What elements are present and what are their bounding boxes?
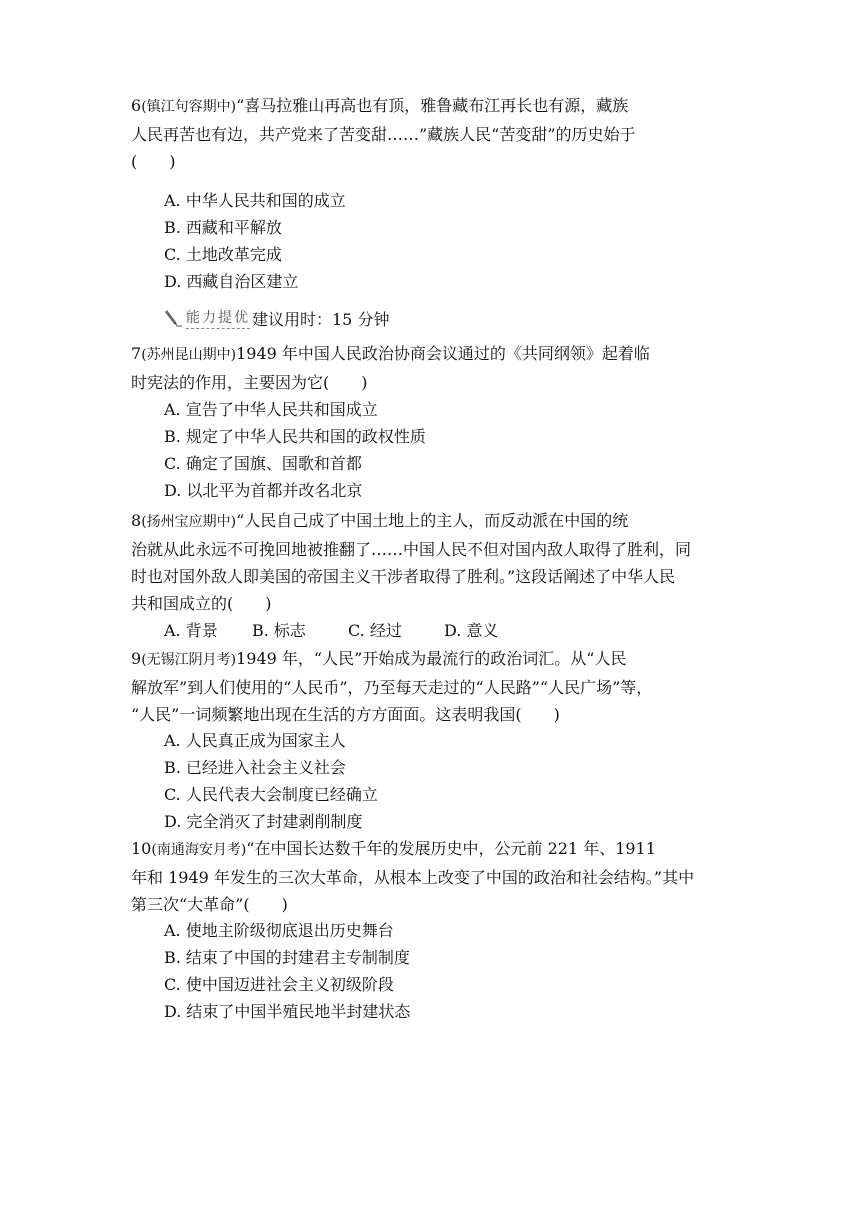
question-source: (扬州宝应期中): [141, 514, 237, 530]
option-d: D. 完全消灭了封建剥削制度: [164, 812, 363, 831]
option-a: A. 宣告了中华人民共和国成立: [164, 400, 378, 419]
question-8-line-2: 治就从此永远不可挽回地被推翻了……中国人民不但对国内敌人取得了胜利，同: [131, 540, 692, 559]
question-6-line-2: 人民再苦也有边，共产党来了苦变甜……”藏族人民“苦变甜”的历史始于: [131, 125, 636, 144]
option-c: C. 经过: [348, 621, 402, 640]
question-9-line-1: [131, 645, 741, 674]
question-7: [131, 340, 741, 396]
option-c: C. 土地改革完成: [164, 245, 282, 264]
option-d: D. 以北平为首都并改名北京: [164, 481, 363, 500]
suggested-time: 建议用时：15 分钟: [252, 309, 390, 329]
question-number: 6: [131, 96, 142, 115]
question-10-line-2: 年和 1949 年发生的三次大革命，从根本上改变了中国的政治和社会结构。”其中: [131, 868, 695, 887]
question-text: “喜马拉雅山再高也有顶，雅鲁藏布江再长也有源，藏族: [236, 96, 629, 115]
option-b: B. 规定了中华人民共和国的政权性质: [164, 427, 426, 446]
option-d: D. 西藏自治区建立: [164, 272, 299, 291]
option-a: A. 人民真正成为国家主人: [164, 731, 346, 750]
question-source: (南通海安月考): [151, 842, 247, 858]
question-6: [131, 92, 741, 175]
pen-icon: [164, 308, 182, 328]
question-text: “人民自己成了中国土地上的主人，而反动派在中国的统: [236, 511, 629, 530]
question-8-line-3: 时也对国外敌人即美国的帝国主义干涉者取得了胜利。”这段话阐述了中华人民: [131, 567, 676, 586]
option-d: D. 意义: [444, 621, 499, 640]
question-9: [131, 645, 741, 728]
question-number: 7: [131, 344, 142, 363]
option-a: A. 背景: [164, 621, 218, 640]
option-a: A. 使地主阶级彻底退出历史舞台: [164, 921, 394, 940]
question-9-line-2: 解放军”到人们使用的“人民币”，乃至每天走过的“人民路”“人民广场”等，: [131, 678, 653, 697]
option-d: D. 结束了中国半殖民地半封建状态: [164, 1002, 411, 1021]
question-9-line-3: “人民”一词频繁地出现在生活的方方面面。这表明我国( ): [131, 705, 560, 724]
question-text: 1949 年中国人民政治协商会议通过的《共同纲领》起着临: [236, 344, 650, 363]
question-text: 1949 年，“人民”开始成为最流行的政治词汇。从“人民: [236, 649, 627, 668]
question-6-line-1: [131, 92, 741, 121]
question-number: 10: [131, 839, 152, 858]
question-7-line-2: 时宪法的作用，主要因为它( ): [131, 373, 368, 392]
option-c: C. 使中国迈进社会主义初级阶段: [164, 975, 394, 994]
question-number: 9: [131, 649, 142, 668]
option-b: B. 标志: [252, 621, 306, 640]
question-8-line-1: [131, 507, 741, 536]
question-source: (镇江句容期中): [141, 99, 237, 115]
option-row: [164, 617, 498, 644]
option-b: B. 已经进入社会主义社会: [164, 758, 346, 777]
section-title: 能力提优: [186, 307, 250, 329]
question-10-line-3: 第三次“大革命”( ): [131, 895, 288, 914]
question-7-line-1: [131, 340, 741, 369]
option-a: A. 中华人民共和国的成立: [164, 191, 346, 210]
question-number: 8: [131, 511, 142, 530]
option-c: C. 确定了国旗、国歌和首都: [164, 454, 362, 473]
question-8: [131, 507, 741, 617]
question-text: “在中国长达数千年的发展历史中，公元前 221 年、1911: [246, 839, 656, 858]
answer-blank: ( ): [131, 152, 176, 171]
question-10-line-1: [131, 835, 741, 864]
question-10: [131, 835, 741, 918]
question-source: (苏州昆山期中): [141, 347, 237, 363]
question-source: (无锡江阴月考): [141, 652, 237, 668]
question-8-line-4: 共和国成立的( ): [131, 594, 272, 613]
option-b: B. 结束了中国的封建君主专制制度: [164, 948, 410, 967]
option-c: C. 人民代表大会制度已经确立: [164, 785, 378, 804]
option-b: B. 西藏和平解放: [164, 218, 282, 237]
section-header: [164, 306, 389, 330]
